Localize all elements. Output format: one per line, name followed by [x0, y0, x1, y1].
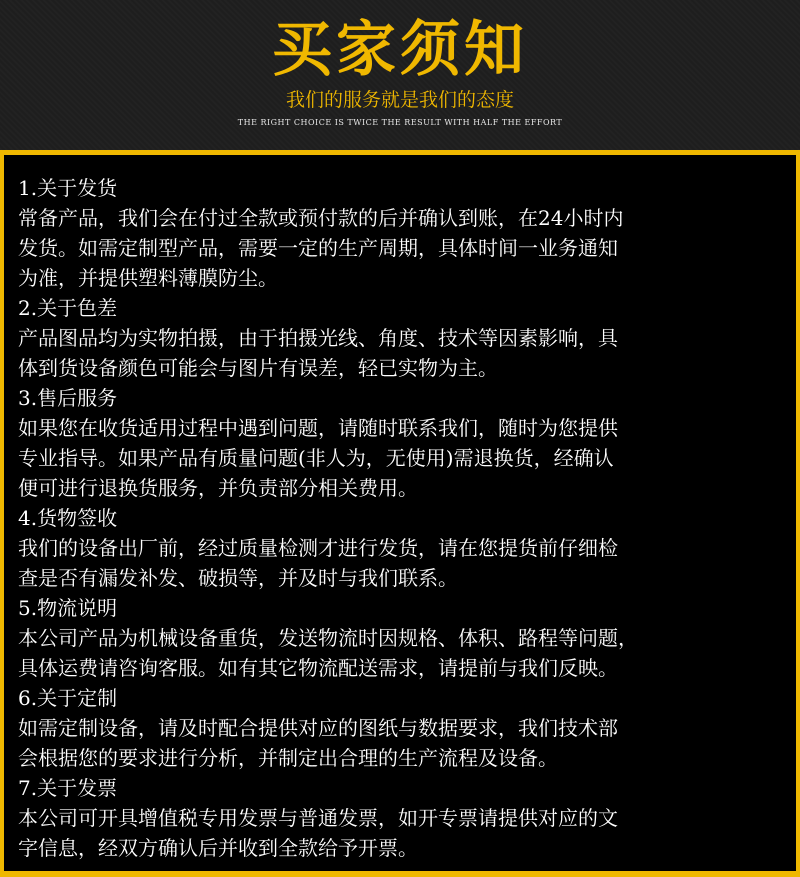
section-goods-receipt — [18, 503, 786, 593]
section-heading: 6.关于定制 — [18, 686, 118, 710]
section-line: 发货。如需定制型产品，需要一定的生产周期，具体时间一业务通知 — [18, 236, 618, 260]
section-invoice — [18, 773, 786, 863]
section-line: 我们的设备出厂前，经过质量检测才进行发货，请在您提货前仔细检 — [18, 536, 618, 560]
section-line: 如需定制设备，请及时配合提供对应的图纸与数据要求，我们技术部 — [18, 716, 618, 740]
section-color-difference — [18, 293, 786, 383]
header-banner — [0, 0, 800, 150]
section-line: 字信息，经双方确认后并收到全款给予开票。 — [18, 836, 418, 860]
section-shipping — [18, 173, 786, 293]
page-tagline: THE RIGHT CHOICE IS TWICE THE RESULT WITH HALF THE EFFORT — [237, 118, 563, 127]
section-line: 本公司产品为机械设备重货，发送物流时因规格、体积、路程等问题， — [18, 626, 638, 650]
section-heading: 7.关于发票 — [18, 776, 118, 800]
section-line: 本公司可开具增值税专用发票与普通发票，如开专票请提供对应的文 — [18, 806, 618, 830]
section-line: 查是否有漏发补发、破损等，并及时与我们联系。 — [18, 566, 458, 590]
section-after-sales — [18, 383, 786, 503]
section-line: 便可进行退换货服务，并负责部分相关费用。 — [18, 476, 418, 500]
section-heading: 2.关于色差 — [18, 296, 118, 320]
section-line: 常备产品，我们会在付过全款或预付款的后并确认到账，在24小时内 — [18, 206, 624, 230]
notice-content — [4, 155, 796, 871]
page-subtitle: 我们的服务就是我们的态度 — [285, 89, 514, 111]
section-logistics — [18, 593, 786, 683]
section-line: 体到货设备颜色可能会与图片有误差，轻已实物为主。 — [18, 356, 498, 380]
section-line: 专业指导。如果产品有质量问题(非人为，无使用)需退换货，经确认 — [18, 446, 614, 470]
section-heading: 3.售后服务 — [18, 386, 118, 410]
section-heading: 1.关于发货 — [18, 176, 118, 200]
section-line: 产品图品均为实物拍摄，由于拍摄光线、角度、技术等因素影响，具 — [18, 326, 618, 350]
section-line: 具体运费请咨询客服。如有其它物流配送需求，请提前与我们反映。 — [18, 656, 618, 680]
section-heading: 5.物流说明 — [18, 596, 118, 620]
section-customization — [18, 683, 786, 773]
section-heading: 4.货物签收 — [18, 506, 118, 530]
section-line: 会根据您的要求进行分析，并制定出合理的生产流程及设备。 — [18, 746, 558, 770]
page-title: 买家须知 — [272, 15, 528, 85]
section-line: 为准，并提供塑料薄膜防尘。 — [18, 266, 278, 290]
section-line: 如果您在收货适用过程中遇到问题，请随时联系我们，随时为您提供 — [18, 416, 618, 440]
